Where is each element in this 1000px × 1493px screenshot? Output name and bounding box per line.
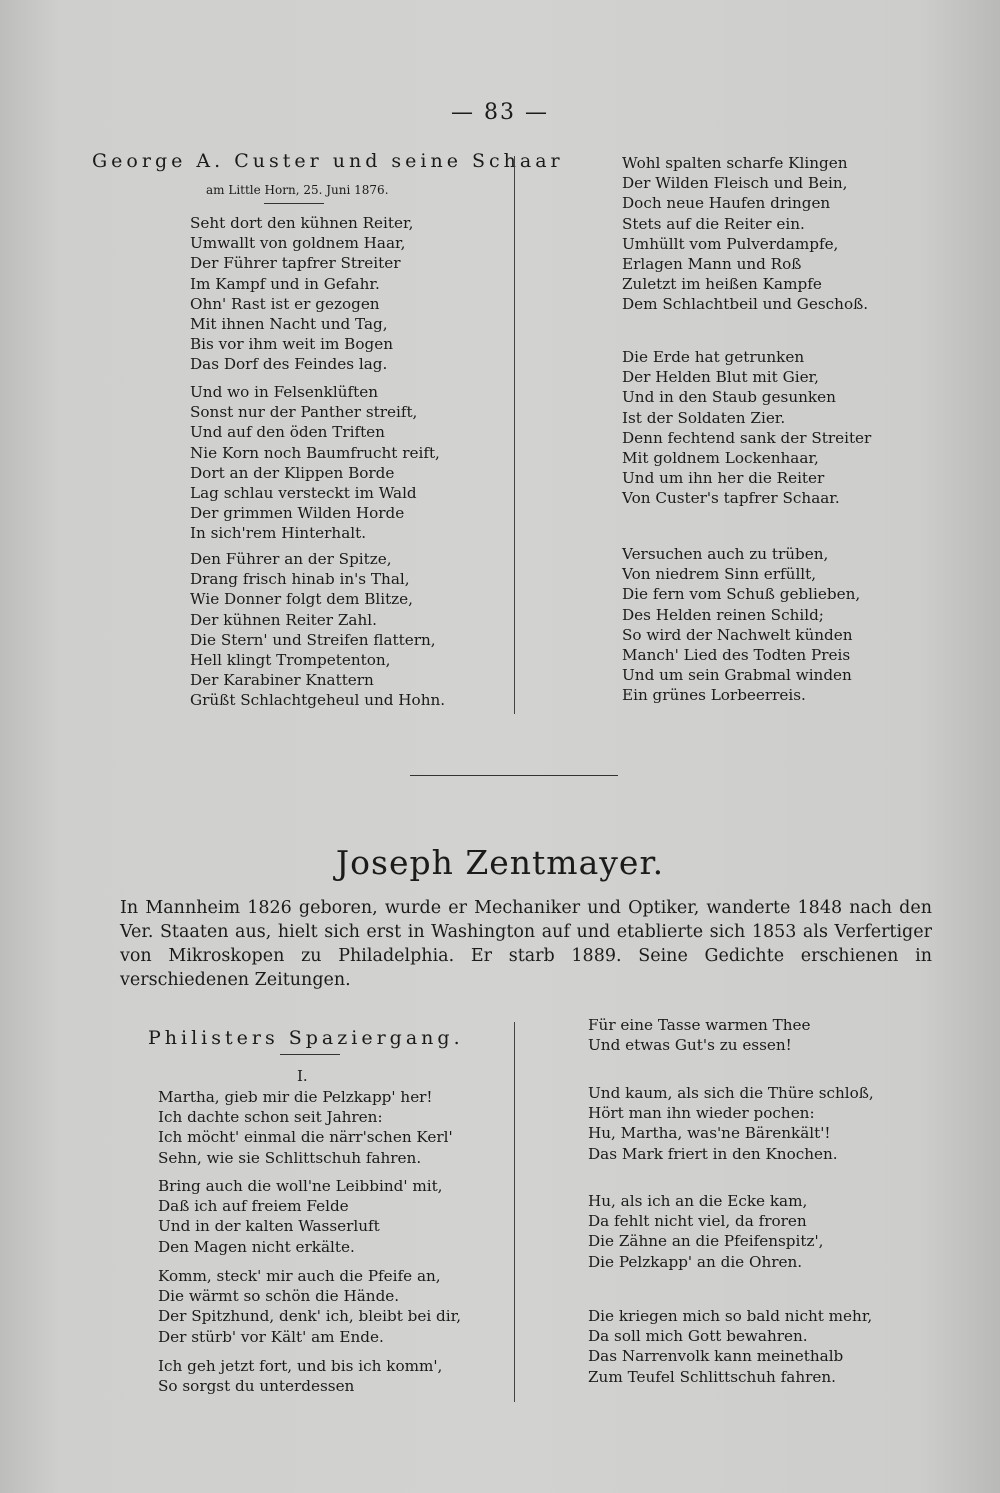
verse-line: Erlagen Mann und Roß bbox=[622, 254, 802, 273]
verse-line: Bis vor ihm weit im Bogen bbox=[190, 335, 393, 354]
verse-line: Zum Teufel Schlittschuh fahren. bbox=[588, 1367, 836, 1386]
stanza-p1-right-2 bbox=[622, 347, 871, 509]
verse-line: Hell klingt Trompetenton, bbox=[190, 650, 391, 669]
verse-line: Sonst nur der Panther streift, bbox=[190, 403, 418, 422]
verse-line: Im Kampf und in Gefahr. bbox=[190, 274, 380, 293]
verse-line: So sorgst du unterdessen bbox=[158, 1377, 355, 1396]
verse-line: Hu, Martha, was'ne Bärenkält'! bbox=[588, 1124, 831, 1143]
verse-line: Daß ich auf freiem Felde bbox=[158, 1197, 349, 1216]
verse-line: Komm, steck' mir auch die Pfeife an, bbox=[158, 1267, 441, 1285]
verse-line: Ich geh jetzt fort, und bis ich komm', bbox=[158, 1357, 443, 1375]
verse-line: Dort an der Klippen Borde bbox=[190, 463, 395, 482]
verse-line: Die Zähne an die Pfeifenspitz', bbox=[588, 1232, 824, 1251]
verse-line: Stets auf die Reiter ein. bbox=[622, 214, 805, 233]
verse-line: Denn fechtend sank der Streiter bbox=[622, 428, 872, 447]
verse-line: Und in den Staub gesunken bbox=[622, 388, 836, 407]
verse-line: Und in der kalten Wasserluft bbox=[158, 1217, 380, 1236]
stanza-p2-right-1 bbox=[588, 1015, 810, 1055]
verse-line: Die kriegen mich so bald nicht mehr, bbox=[588, 1307, 873, 1325]
stanza-p2-right-3 bbox=[588, 1191, 823, 1272]
verse-line: Die Stern' und Streifen flattern, bbox=[190, 630, 436, 649]
verse-line: Ist der Soldaten Zier. bbox=[622, 408, 786, 427]
section-title: Joseph Zentmayer. bbox=[335, 843, 665, 882]
short-rule bbox=[264, 203, 324, 204]
verse-line: Seht dort den kühnen Reiter, bbox=[190, 214, 414, 232]
poem-title-philister: Philisters Spaziergang. bbox=[148, 1027, 464, 1049]
verse-line: Das Mark friert in den Knochen. bbox=[588, 1144, 838, 1163]
short-rule-2 bbox=[280, 1054, 340, 1055]
verse-line: Da soll mich Gott bewahren. bbox=[588, 1327, 808, 1346]
verse-line: Martha, gieb mir die Pelzkapp' her! bbox=[158, 1088, 433, 1106]
verse-line: Der Wilden Fleisch und Bein, bbox=[622, 174, 848, 193]
verse-line: Doch neue Haufen dringen bbox=[622, 194, 831, 213]
verse-line: Grüßt Schlachtgeheul und Hohn. bbox=[190, 691, 446, 710]
verse-line: Der Karabiner Knattern bbox=[190, 671, 374, 690]
verse-line: Für eine Tasse warmen Thee bbox=[588, 1016, 811, 1034]
verse-line: Den Führer an der Spitze, bbox=[190, 550, 392, 568]
stanza-p1-right-3 bbox=[622, 544, 860, 706]
page-number: — 83 — bbox=[451, 100, 549, 125]
verse-line: Der stürb' vor Kält' am Ende. bbox=[158, 1327, 384, 1346]
verse-line: Die wärmt so schön die Hände. bbox=[158, 1287, 400, 1306]
verse-line: Bring auch die woll'ne Leibbind' mit, bbox=[158, 1177, 443, 1195]
verse-line: Dem Schlachtbeil und Geschoß. bbox=[622, 295, 869, 314]
verse-line: Ohn' Rast ist er gezogen bbox=[190, 294, 380, 313]
stanza-p2-right-4 bbox=[588, 1306, 872, 1387]
stanza-p1-left-3 bbox=[190, 549, 445, 711]
verse-line: Von Custer's tapfrer Schaar. bbox=[622, 489, 840, 508]
verse-line: Hu, als ich an die Ecke kam, bbox=[588, 1192, 808, 1210]
stanza-p2-left-1 bbox=[158, 1087, 453, 1168]
stanza-p2-right-2 bbox=[588, 1083, 874, 1164]
verse-line: Lag schlau versteckt im Wald bbox=[190, 483, 417, 502]
verse-line: Mit ihnen Nacht und Tag, bbox=[190, 314, 388, 333]
verse-line: Der Spitzhund, denk' ich, bleibt bei dir, bbox=[158, 1307, 462, 1326]
verse-line: Ein grünes Lorbeerreis. bbox=[622, 686, 806, 705]
verse-line: Die fern vom Schuß geblieben, bbox=[622, 585, 861, 604]
poem-numeral: I. bbox=[297, 1067, 308, 1085]
stanza-p1-left-2 bbox=[190, 382, 440, 544]
verse-line: Ich dachte schon seit Jahren: bbox=[158, 1108, 383, 1127]
verse-line: Umwallt von goldnem Haar, bbox=[190, 234, 406, 253]
verse-line: Hört man ihn wieder pochen: bbox=[588, 1104, 815, 1123]
stanza-p1-left-1 bbox=[190, 213, 413, 375]
verse-line: Ich möcht' einmal die närr'schen Kerl' bbox=[158, 1128, 453, 1147]
verse-line: Da fehlt nicht viel, da froren bbox=[588, 1212, 807, 1231]
verse-line: In sich'rem Hinterhalt. bbox=[190, 524, 367, 543]
verse-line: Der Führer tapfrer Streiter bbox=[190, 254, 401, 273]
verse-line: Mit goldnem Lockenhaar, bbox=[622, 448, 819, 467]
verse-line: Den Magen nicht erkälte. bbox=[158, 1237, 355, 1256]
verse-line: Der grimmen Wilden Horde bbox=[190, 504, 405, 523]
verse-line: Das Dorf des Feindes lag. bbox=[190, 355, 388, 374]
verse-line: Nie Korn noch Baumfrucht reift, bbox=[190, 443, 440, 462]
verse-line: Die Pelzkapp' an die Ohren. bbox=[588, 1252, 803, 1271]
verse-line: Zuletzt im heißen Kampfe bbox=[622, 275, 822, 294]
verse-line: Wohl spalten scharfe Klingen bbox=[622, 154, 848, 172]
verse-line: Und etwas Gut's zu essen! bbox=[588, 1036, 792, 1055]
verse-line: Manch' Lied des Todten Preis bbox=[622, 645, 851, 664]
stanza-p2-left-3 bbox=[158, 1266, 461, 1347]
verse-line: Und kaum, als sich die Thüre schloß, bbox=[588, 1084, 874, 1102]
verse-line: Und um sein Grabmal winden bbox=[622, 666, 852, 685]
verse-line: Die Erde hat getrunken bbox=[622, 348, 805, 366]
verse-line: Und auf den öden Triften bbox=[190, 423, 385, 442]
verse-line: Das Narrenvolk kann meinethalb bbox=[588, 1347, 844, 1366]
verse-line: Der kühnen Reiter Zahl. bbox=[190, 610, 377, 629]
verse-line: Und wo in Felsenklüften bbox=[190, 383, 379, 401]
column-divider-1 bbox=[514, 156, 515, 714]
poem-title-custer: George A. Custer und seine Schaar bbox=[92, 150, 564, 172]
verse-line: Und um ihn her die Reiter bbox=[622, 469, 825, 488]
verse-line: So wird der Nachwelt künden bbox=[622, 625, 853, 644]
verse-line: Drang frisch hinab in's Thal, bbox=[190, 570, 410, 589]
stanza-p1-right-1 bbox=[622, 153, 868, 315]
column-divider-2 bbox=[514, 1022, 515, 1402]
biography-paragraph: In Mannheim 1826 geboren, wurde er Mechaniker und Optiker, wanderte 1848 nach den Ver. Staaten aus, hielt sich erst in Washington auf und etablierte sich 1853 als Verfertiger von Mikroskopen zu Philadelphia. Er starb 1889. Seine Gedichte erschienen in verschiedenen Zeitungen. bbox=[120, 898, 932, 990]
stanza-p2-left-4 bbox=[158, 1356, 442, 1396]
verse-line: Wie Donner folgt dem Blitze, bbox=[190, 590, 413, 609]
verse-line: Der Helden Blut mit Gier, bbox=[622, 368, 819, 387]
section-rule bbox=[410, 775, 618, 776]
verse-line: Versuchen auch zu trüben, bbox=[622, 545, 829, 563]
verse-line: Von niedrem Sinn erfüllt, bbox=[622, 565, 817, 584]
poem-subtitle: am Little Horn, 25. Juni 1876. bbox=[206, 183, 389, 197]
verse-line: Umhüllt vom Pulverdampfe, bbox=[622, 234, 839, 253]
stanza-p2-left-2 bbox=[158, 1176, 443, 1257]
verse-line: Sehn, wie sie Schlittschuh fahren. bbox=[158, 1148, 422, 1167]
verse-line: Des Helden reinen Schild; bbox=[622, 605, 824, 624]
